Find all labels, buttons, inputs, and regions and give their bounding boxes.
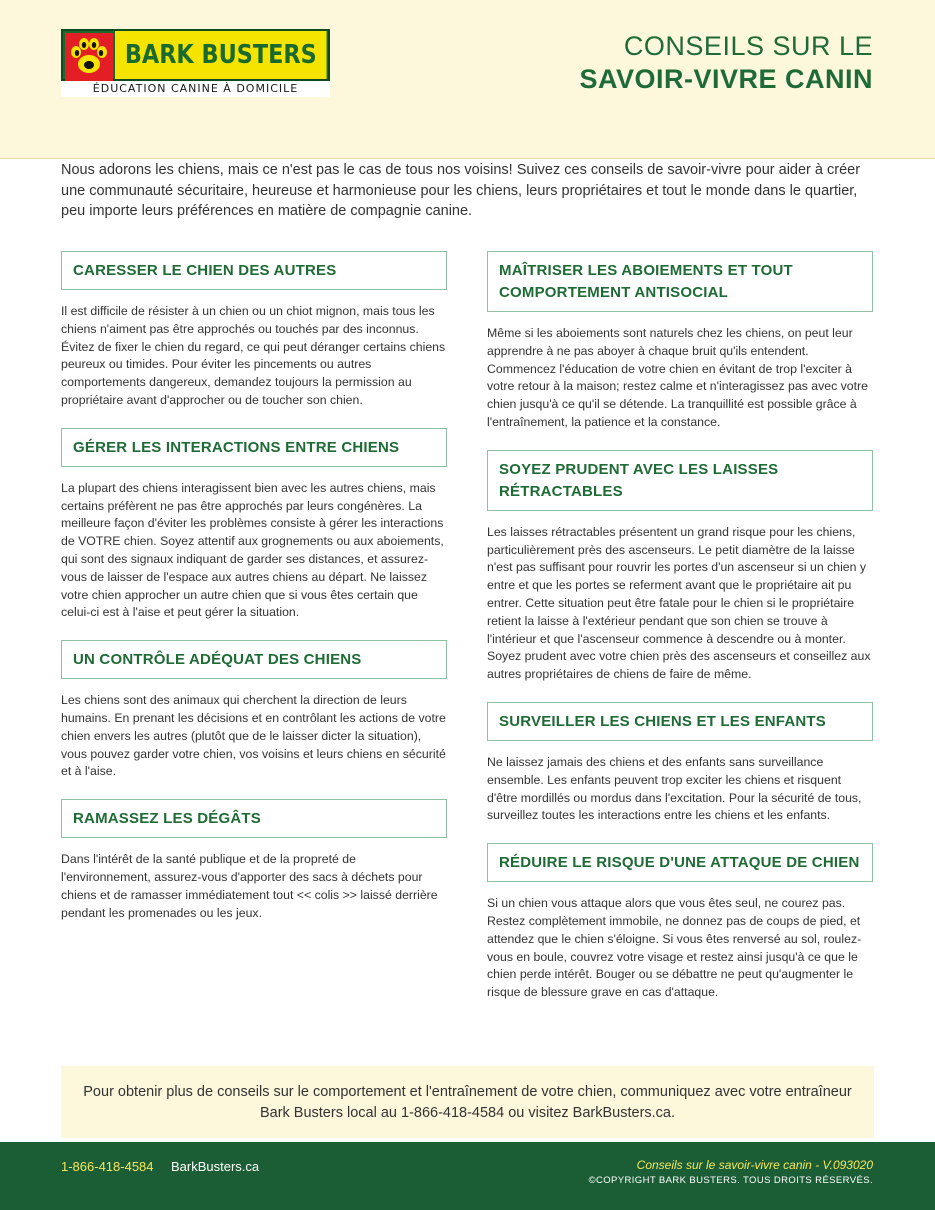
- section-body: Les laisses rétractables présentent un grand risque pour les chiens, particulièrement près des ascenseurs. Le petit diamètre de la laisse n'est pas suffisant pour rouvrir les portes d'un ascenseur si un chien y entre et que les portes se referment avant que le propriétaire ait pu entrer. Cette situation peut être fatale pour le chien si le propriétaire retient la laisse à l'extérieur pendant que son chien se trouve à l'intérieur et que l'ascenseur commence à descendre ou à monter. Soyez prudent avec votre chien près des ascenseurs et conseillez aux autres propriétaires de chiens de faire de même.: [487, 524, 871, 682]
- section-body: La plupart des chiens interagissent bien avec les autres chiens, mais certains préfèrent ne pas être approchés par leurs congénères. La meilleure façon d'éviter les problèmes consiste à gérer les interactions de VOTRE chien. Soyez attentif aux grognements ou aux aboiements, qui sont des signaux indiquant de garder ses distances, et assurez-vous de laisser de l'espace aux autres chiens au départ. Ne laissez votre chien approcher un autre chien que si vous êtes certain que celui-ci est à l'aise et peut gérer la situation.: [61, 480, 444, 620]
- left-column: [61, 251, 447, 940]
- page-header: [0, 0, 935, 159]
- contact-callout: [61, 1066, 874, 1138]
- section-body: Les chiens sont des animaux qui cherchent la direction de leurs humains. En prenant les décisions et en contrôlant les actions de votre chien envers les autres (plutôt que de le laisser dicter la situation), vous pouvez garder votre chien, vos voisins et leurs chiens en sécurité et à l'aise.: [61, 693, 446, 779]
- page-title-line2: SAVOIR-VIVRE CANIN: [579, 64, 873, 94]
- section-body: Même si les aboiements sont naturels chez les chiens, on peut leur apprendre à ne pas aboyer à chaque bruit qu'ils entendent. Commencez l'éducation de votre chien en évitant de trop l'exciter à votre retour à la maison; restez calme et n'interagissez pas avec votre chien jusqu'à ce qu'il se détende. La tranquillité est possible grâce à l'entraînement, la patience et la constance.: [487, 326, 868, 429]
- logo-tagline: ÉDUCATION CANINE À DOMICILE: [61, 81, 330, 97]
- section-heading: RÉDUIRE LE RISQUE D'UNE ATTAQUE DE CHIEN: [487, 843, 873, 882]
- section-heading: GÉRER LES INTERACTIONS ENTRE CHIENS: [61, 428, 447, 467]
- footer-document-version: Conseils sur le savoir-vivre canin - V.093020: [636, 1158, 873, 1172]
- section-body: Il est difficile de résister à un chien ou un chiot mignon, mais tous les chiens n'aiment pas être approchés ou touchés par des inconnus. Évitez de fixer le chien du regard, ce qui peut déranger certains chiens peureux ou timides. Pour éviter les pincements ou autres comportements dangereux, demandez toujours la permission au propriétaire avant d'approcher ou de toucher son chien.: [61, 304, 446, 407]
- logo-banner: [61, 29, 330, 81]
- section-heading: RAMASSEZ LES DÉGÂTS: [61, 799, 447, 838]
- paw-print-icon: [65, 33, 113, 81]
- section-body: Si un chien vous attaque alors que vous êtes seul, ne courez pas. Restez complètement immobile, ne donnez pas de coups de pied, et attendez que le chien s'éloigne. Si vous êtes renversé au sol, roulez-vous en boule, couvrez votre visage et restez ainsi jusqu'à ce que le chien perde intérêt. Bouger ou se débattre ne peut qu'augmenter le risque de blessure grave en cas d'attaque.: [487, 896, 862, 1000]
- intro-paragraph: Nous adorons les chiens, mais ce n'est pas le cas de tous nos voisins! Suivez ces conseils de savoir-vivre pour aider à créer une communauté sécuritaire, heureuse et harmonieuse pour les chiens, leurs propriétaires et tout le monde dans le quartier, peu importe leurs préférences en matière de compagnie canine.: [61, 162, 861, 219]
- section-body: Dans l'intérêt de la santé publique et de la propreté de l'environnement, assurez-vous d'apporter des sacs à déchets pour chiens et de ramasser immédiatement tout << colis >> laissé derrière pendant les promenades ou les jeux.: [61, 852, 438, 920]
- page-title-line1: CONSEILS SUR LE: [623, 31, 873, 61]
- page-footer: [0, 1142, 935, 1210]
- footer-phone-link[interactable]: 1-866-418-4584: [61, 1159, 154, 1174]
- footer-website-link[interactable]: BarkBusters.ca: [171, 1159, 260, 1174]
- section-heading: MAÎTRISER LES ABOIEMENTS ET TOUT COMPORTEMENT ANTISOCIAL: [487, 251, 873, 312]
- section-heading: SOYEZ PRUDENT AVEC LES LAISSES RÉTRACTABLES: [487, 450, 873, 511]
- logo-wordmark: BARK BUSTERS: [115, 31, 327, 79]
- section-heading: SURVEILLER LES CHIENS ET LES ENFANTS: [487, 702, 873, 741]
- section-heading: CARESSER LE CHIEN DES AUTRES: [61, 251, 447, 290]
- contact-callout-text: Pour obtenir plus de conseils sur le comportement et l'entraînement de votre chien, communiquez avec votre entraîneur Bark Busters local au 1-866-418-4584 ou visitez BarkBusters.ca.: [83, 1084, 852, 1121]
- bark-busters-logo: [61, 29, 330, 97]
- section-heading: UN CONTRÔLE ADÉQUAT DES CHIENS: [61, 640, 447, 679]
- section-body: Ne laissez jamais des chiens et des enfants sans surveillance ensemble. Les enfants peuvent trop exciter les chiens et risquent d'être mordillés ou mordus dans l'excitation. Pour la sécurité de tous, surveillez toutes les interactions entre les chiens et les enfants.: [487, 754, 862, 823]
- footer-copyright: ©COPYRIGHT BARK BUSTERS. TOUS DROITS RÉSERVÉS.: [588, 1175, 873, 1186]
- right-column: [487, 251, 873, 1020]
